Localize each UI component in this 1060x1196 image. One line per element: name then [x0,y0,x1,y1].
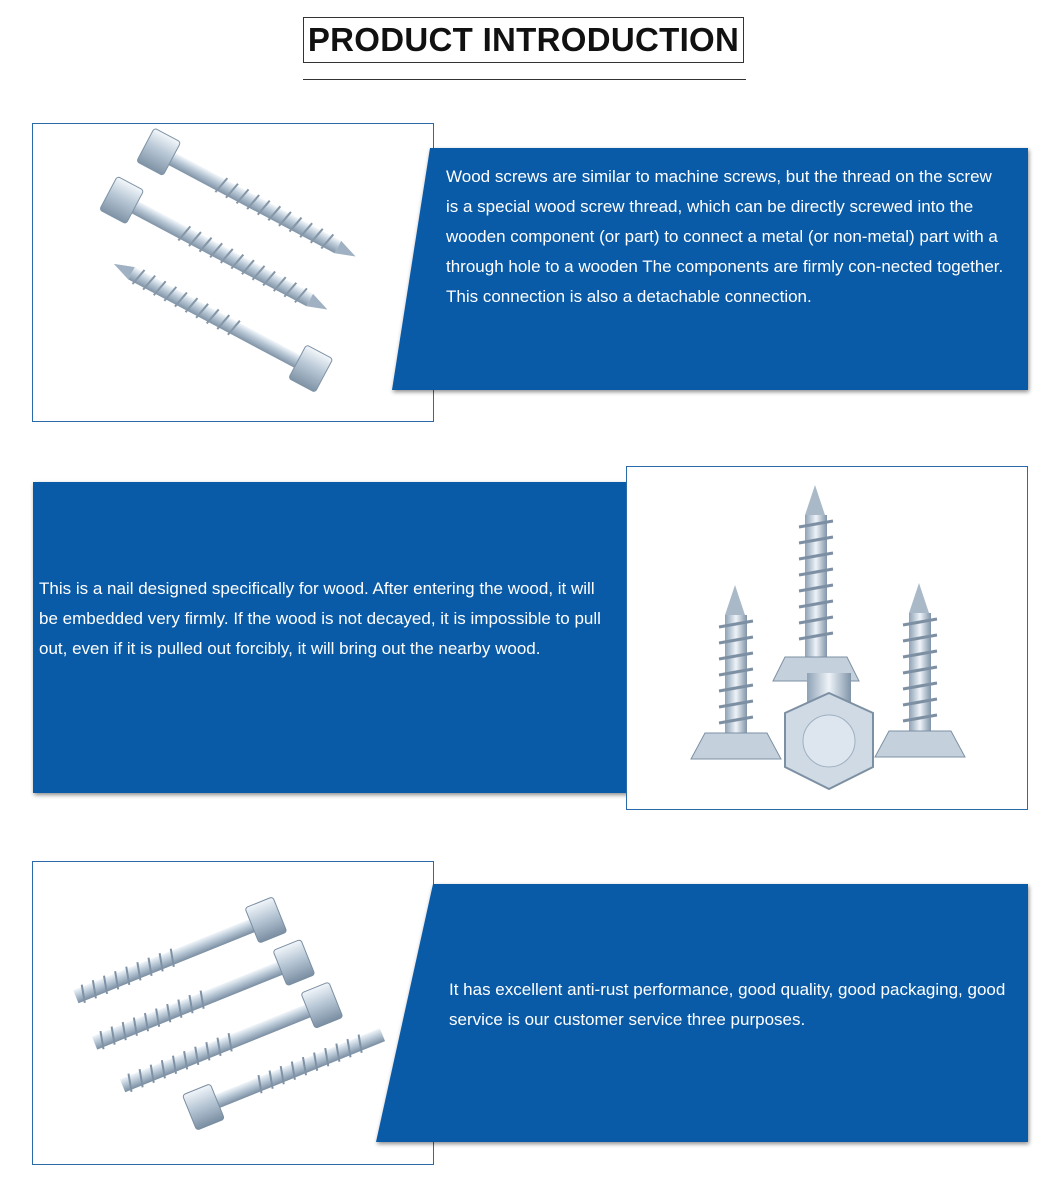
bolt-2 [87,939,314,1060]
description-panel-3 [376,884,1028,1142]
product-photo-2 [626,466,1028,810]
screw-upright-right [875,583,965,757]
product-photo-3 [32,861,434,1165]
bolt-1 [69,897,287,1015]
product-photo-1 [32,123,434,422]
screw-a [137,128,365,273]
description-panel-1 [392,148,1028,390]
screw-illustration-3 [33,862,433,1164]
bolt-3 [115,982,342,1103]
screw-illustration-2 [627,467,1027,809]
description-text-3: It has excellent anti-rust performance, good quality, good packaging, good service is our customer service three purposes. [449,980,1006,1029]
screw-c [105,247,333,392]
bolt-4 [182,1017,389,1130]
title-underline [303,79,746,80]
screw-b [100,176,337,326]
description-text-1: Wood screws are similar to machine screws, but the thread on the screw is a special wood screw thread, which can be directly screwed into the wooden component (or part) to connect a metal (or non-metal) part with a through hole to a wooden The components are firmly con-nected together. This connection is also a detachable connection. [446,167,1004,306]
description-text-2: This is a nail designed specifically for wood. After entering the wood, it will be embedded very firmly. If the wood is not decayed, it is impossible to pull out, even if it is pulled out forcibly, it will bring out the nearby wood. [39,579,601,658]
page-title: PRODUCT INTRODUCTION [303,17,744,63]
screw-head-front [785,673,873,789]
screw-upright-left [691,585,781,759]
screw-illustration-1 [33,124,433,421]
description-panel-2 [33,482,686,793]
screw-upright-back [773,485,859,681]
